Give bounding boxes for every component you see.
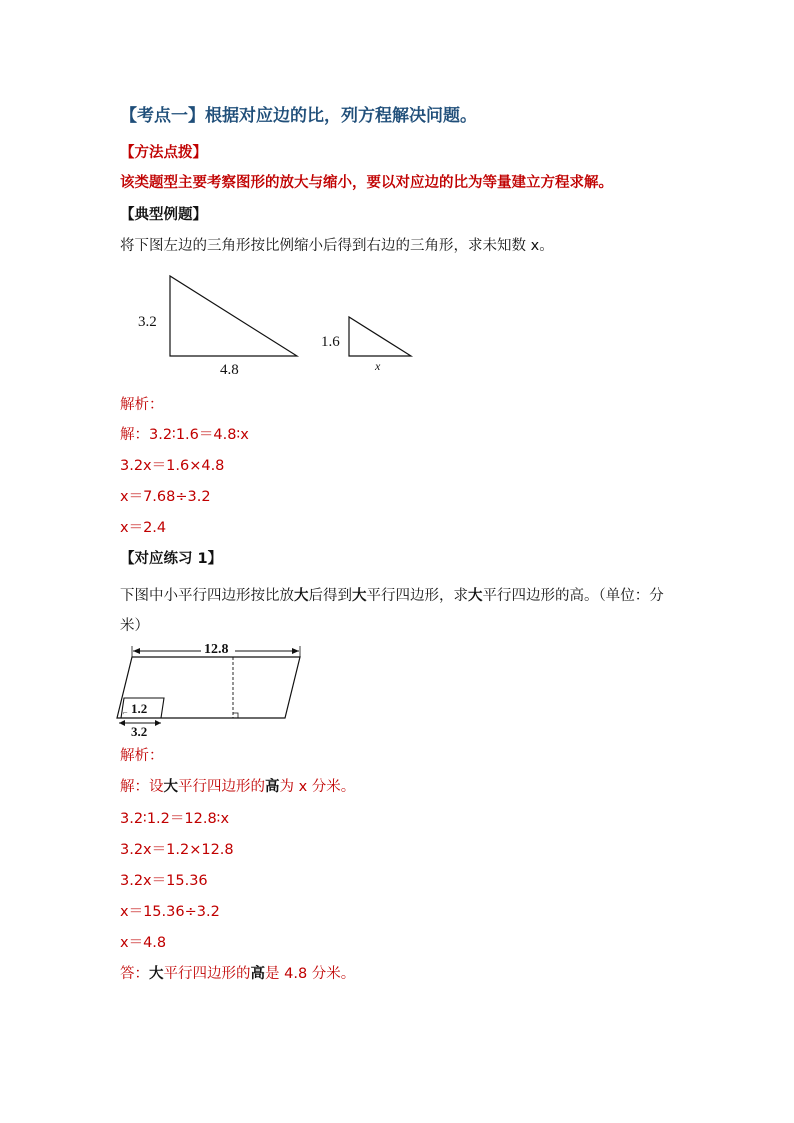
large-triangle-height-label: 3.2 <box>138 314 157 330</box>
large-triangle-base-label: 4.8 <box>220 362 239 378</box>
example-question: 将下图左边的三角形按比例缩小后得到右边的三角形，求未知数 x。 <box>120 238 554 254</box>
practice-step-1: 解：设大平行四边形的高为 x 分米。 <box>120 779 356 795</box>
bottom-dimension-arrow-left <box>119 720 125 726</box>
right-angle-mark <box>233 713 238 718</box>
small-right-angle-marker: ⌐ <box>123 708 128 717</box>
method-text: 该类题型主要考察图形的放大与缩小，要以对应边的比为等量建立方程求解。 <box>120 175 613 191</box>
example-analysis-label: 解析： <box>120 397 164 413</box>
top-length-label: 12.8 <box>204 642 229 657</box>
example-step-1: 解：3.2∶1.6＝4.8∶x <box>120 427 249 443</box>
practice-heading: 【对应练习 1】 <box>120 551 223 567</box>
practice-step-4: 3.2x＝15.36 <box>120 873 208 889</box>
page-title: 【考点一】根据对应边的比，列方程解决问题。 <box>120 106 477 126</box>
practice-analysis-label: 解析： <box>120 748 164 764</box>
small-triangle-height-label: 1.6 <box>321 334 340 350</box>
practice-step-5: x＝15.36÷3.2 <box>120 904 220 920</box>
small-triangle <box>349 317 411 356</box>
parallelogram-figure <box>115 636 315 742</box>
example-step-3: x＝7.68÷3.2 <box>120 489 211 505</box>
example-heading: 【典型例题】 <box>120 207 207 223</box>
large-triangle <box>170 276 297 356</box>
practice-step-6: x＝4.8 <box>120 935 167 951</box>
small-base-label: 3.2 <box>131 724 148 739</box>
small-height-label: 1.2 <box>131 701 148 716</box>
practice-question: 下图中小平行四边形按比放大后得到大平行四边形，求大平行四边形的高。（单位：分米） <box>120 588 664 634</box>
triangle-figure <box>130 270 430 380</box>
bottom-dimension-arrow-right <box>155 720 161 726</box>
example-step-2: 3.2x＝1.6×4.8 <box>120 458 225 474</box>
example-step-4: x＝2.4 <box>120 520 167 536</box>
top-dimension-arrow-left <box>133 648 140 654</box>
small-triangle-base-label: x <box>375 359 381 373</box>
practice-step-3: 3.2x＝1.2×12.8 <box>120 842 234 858</box>
practice-answer: 答：大平行四边形的高是 4.8 分米。 <box>120 966 356 982</box>
top-dimension-arrow-right <box>292 648 299 654</box>
practice-step-2: 3.2∶1.2＝12.8∶x <box>120 811 230 827</box>
method-heading: 【方法点拨】 <box>120 145 207 161</box>
